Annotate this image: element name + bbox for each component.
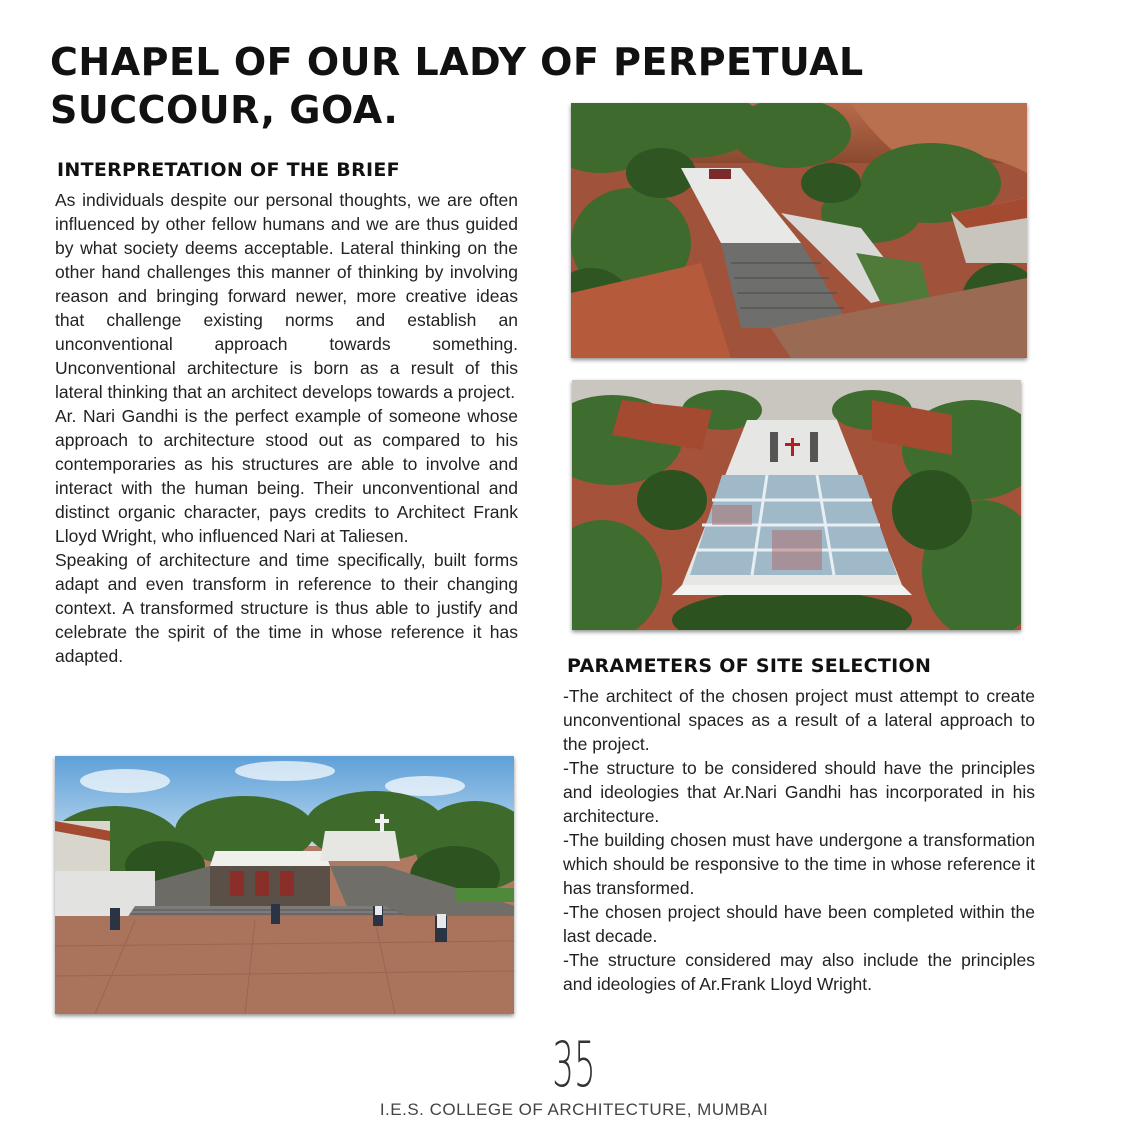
- site-parameter-item: -The structure considered may also include the principles and ideologies of Ar.Frank Lloyd Wright.: [563, 950, 1035, 994]
- street-view-render-image: [55, 756, 514, 1014]
- site-parameter-item: -The chosen project should have been completed within the last decade.: [563, 902, 1035, 946]
- skylight-render-image: [572, 380, 1021, 630]
- title-line-1: CHAPEL OF OUR LADY OF PERPETUAL: [50, 40, 864, 84]
- brief-paragraph-2: Ar. Nari Gandhi is the perfect example of someone whose approach to architecture stood out as compared to his contemporaries as his structures are able to involve and interact with the human being. Their unconventional and distinct organic character, pays credits to Architect Frank Lloyd Wright, who influenced Nari at Taliesen.: [55, 406, 518, 546]
- brief-heading: INTERPRETATION OF THE BRIEF: [57, 159, 400, 181]
- page-number: 35: [552, 1028, 596, 1101]
- title-line-2: SUCCOUR, GOA.: [50, 88, 399, 132]
- site-heading: PARAMETERS OF SITE SELECTION: [567, 655, 932, 677]
- footer-institution: I.E.S. COLLEGE OF ARCHITECTURE, MUMBAI: [379, 1100, 769, 1119]
- site-parameters-list: [563, 684, 1035, 996]
- brief-text: [55, 188, 518, 668]
- site-parameter-item: -The structure to be considered should have the principles and ideologies that Ar.Nari Gandhi has incorporated in his architecture.: [563, 758, 1035, 826]
- brief-paragraph-1: As individuals despite our personal thoughts, we are often influenced by other fellow humans and we are thus guided by what society deems acceptable. Lateral thinking on the other hand challenges this manner of thinking by involving reason and bringing forward newer, more creative ideas that challenge existing norms and establish an unconventional approach towards something. Unconventional architecture is born as a result of this lateral thinking that an architect develops towards a project.: [55, 190, 518, 402]
- site-parameter-item: -The building chosen must have undergone a transformation which should be responsive to the time in whose reference it has transformed.: [563, 830, 1035, 898]
- aerial-render-image: [571, 103, 1027, 358]
- site-parameter-item: -The architect of the chosen project must attempt to create unconventional spaces as a result of a lateral approach to the project.: [563, 686, 1035, 754]
- brief-paragraph-3: Speaking of architecture and time specifically, built forms adapt and even transform in reference to their changing context. A transformed structure is thus able to justify and celebrate the spirit of the time in whose reference it has adapted.: [55, 550, 518, 666]
